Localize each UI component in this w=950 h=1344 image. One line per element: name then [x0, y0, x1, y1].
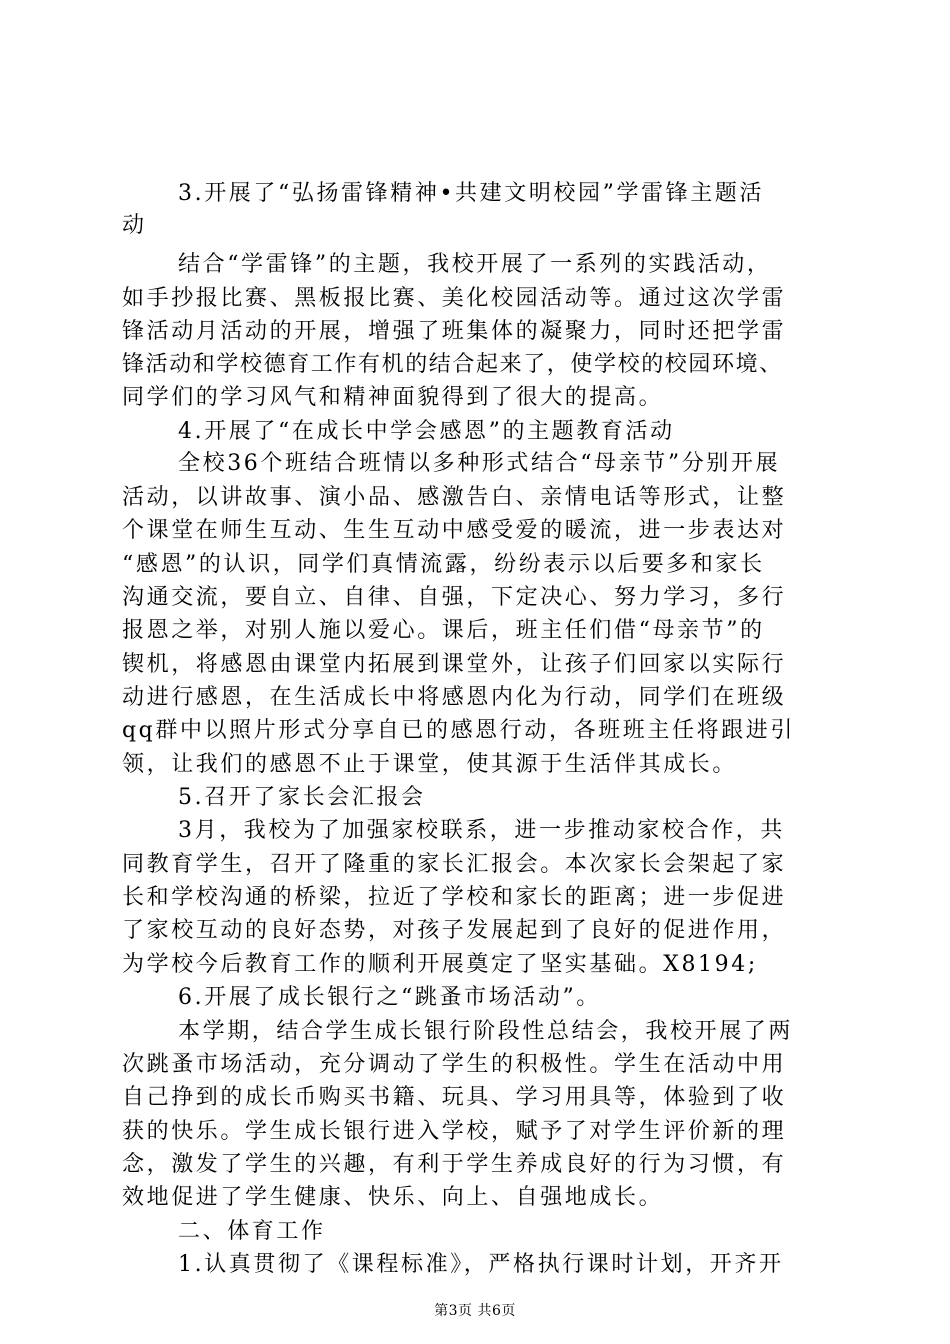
text-line: 1.认真贯彻了《课程标准》，严格执行课时计划，开齐开 [178, 1252, 784, 1277]
text-line: 动 [122, 213, 147, 238]
text-line: 效地促进了学生健康、快乐、向上、自强地成长。 [122, 1185, 664, 1210]
text-line: 3.开展了“弘扬雷锋精神•共建文明校园”学雷锋主题活 [178, 181, 765, 206]
text-line: 结合“学雷锋”的主题，我校开展了一系列的实践活动， [178, 252, 772, 277]
text-line: 锲机，将感恩由课堂内拓展到课堂外，让孩子们回家以实际行 [122, 652, 787, 677]
text-line: 长和学校沟通的桥梁，拉近了学校和家长的距离；进一步促进 [122, 885, 787, 910]
text-line: 5.召开了家长会汇报会 [178, 785, 426, 810]
text-line: 次跳蚤市场活动，充分调动了学生的积极性。学生在活动中用 [122, 1052, 787, 1077]
text-line: 领，让我们的感恩不止于课堂，使其源于生活伴其成长。 [122, 752, 738, 777]
text-line: 念，激发了学生的兴趣，有利于学生养成良好的行为习惯，有 [122, 1152, 787, 1177]
text-line: 同教育学生，召开了隆重的家长汇报会。本次家长会架起了家 [122, 852, 787, 877]
text-line: 动进行感恩，在生活成长中将感恩内化为行动，同学们在班级 [122, 685, 787, 710]
text-line: 沟通交流，要自立、自律、自强，下定决心、努力学习，多行 [122, 585, 787, 610]
text-line: “感恩”的认识，同学们真情流露，纷纷表示以后要多和家长 [122, 552, 765, 577]
text-line: 6.开展了成长银行之“跳蚤市场活动”。 [178, 985, 601, 1010]
text-line: 报恩之举，对别人施以爱心。课后，班主任们借“母亲节”的 [122, 618, 765, 643]
page-number-footer: 第3页 共6页 [434, 1303, 516, 1319]
text-line: 本学期，结合学生成长银行阶段性总结会，我校开展了两 [178, 1019, 794, 1044]
section-heading: 二、体育工作 [178, 1219, 326, 1244]
text-line: 个课堂在师生互动、生生互动中感受爱的暖流，进一步表达对 [122, 518, 787, 543]
text-line: 全校36个班结合班情以多种形式结合“母亲节”分别开展 [178, 451, 781, 476]
text-line: 了家校互动的良好态势，对孩子发展起到了良好的促进作用， [122, 918, 787, 943]
text-line: 自己挣到的成长币购买书籍、玩具、学习用具等，体验到了收 [122, 1085, 787, 1110]
text-line: 4.开展了“在成长中学会感恩”的主题教育活动 [178, 419, 675, 444]
text-line: 为学校今后教育工作的顺利开展奠定了坚实基础。X8194; [122, 952, 758, 977]
text-line: 获的快乐。学生成长银行进入学校，赋予了对学生评价新的理 [122, 1119, 787, 1144]
text-line: qq群中以照片形式分享自已的感恩行动，各班班主任将跟进引 [122, 718, 795, 743]
text-line: 锋活动月活动的开展，增强了班集体的凝聚力，同时还把学雷 [122, 319, 787, 344]
text-line: 3月，我校为了加强家校联系，进一步推动家校合作，共 [178, 818, 785, 843]
text-line: 活动，以讲故事、演小品、感激告白、亲情电话等形式，让整 [122, 485, 787, 510]
text-line: 锋活动和学校德育工作有机的结合起来了，使学校的校园环境、 [122, 352, 783, 377]
text-line: 如手抄报比赛、黑板报比赛、美化校园活动等。通过这次学雷 [122, 286, 787, 311]
text-line: 同学们的学习风气和精神面貌得到了很大的提高。 [122, 385, 664, 410]
